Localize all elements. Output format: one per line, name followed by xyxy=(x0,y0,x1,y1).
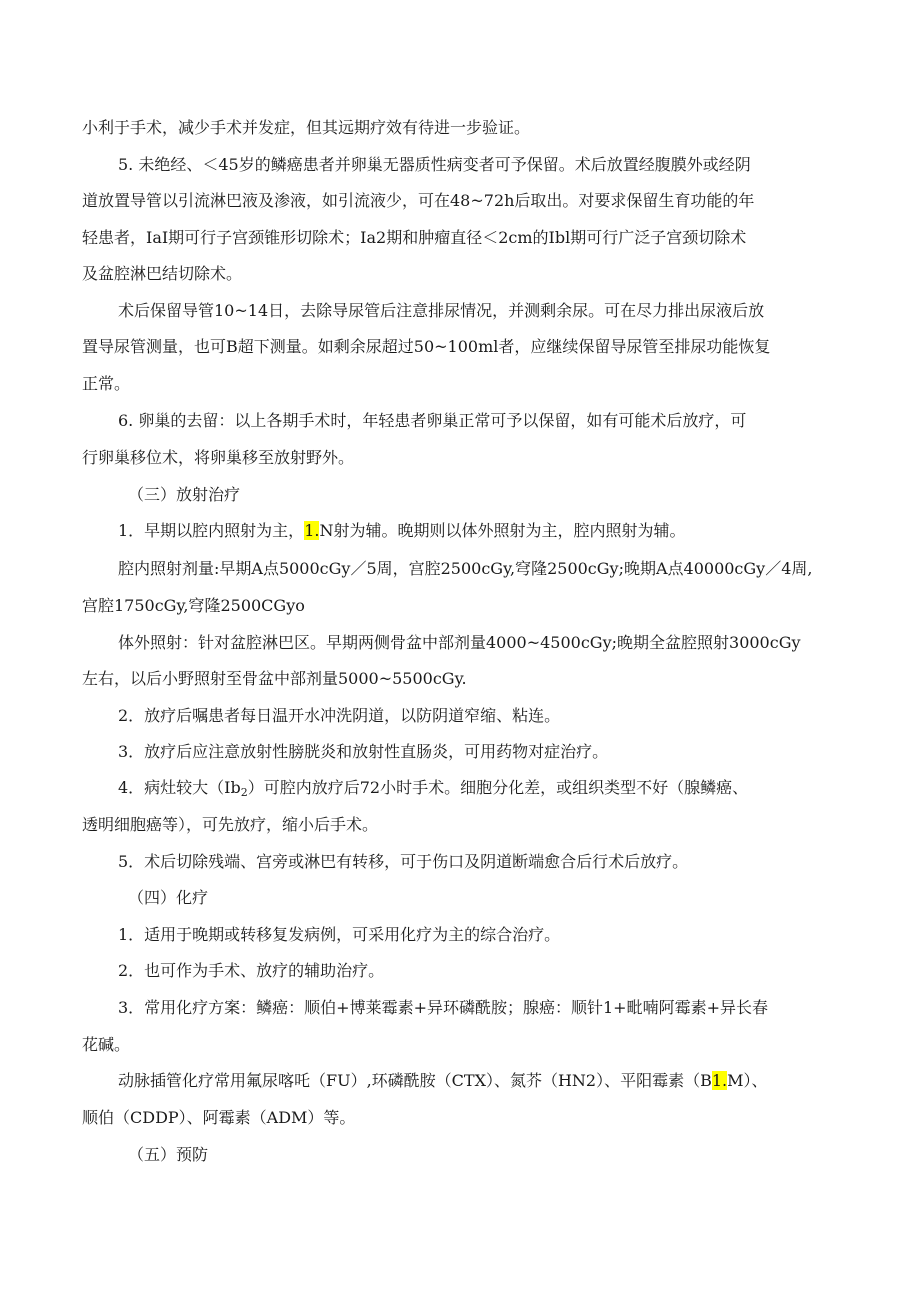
text-line: 腔内照射剂量:早期A点5000cGy／5周，宫腔2500cGy,穹隆2500cGy;晚期A点40000cGy／4周, xyxy=(118,559,813,578)
text-span: N射为辅。晚期则以体外照射为主，腔内照射为辅。 xyxy=(319,521,686,540)
text-line xyxy=(118,520,685,542)
text-line: 2．放疗后嘱患者每日温开水冲洗阴道，以防阴道窄缩、粘连。 xyxy=(118,706,561,725)
text-line: 置导尿管测量，也可B超下测量。如剩余尿超过50~100ml者，应继续保留导尿管至排尿功能恢复 xyxy=(82,337,771,356)
highlighted-text: 1. xyxy=(711,1071,728,1090)
text-line: 3．放疗后应注意放射性膀胱炎和放射性直肠炎，可用药物对症治疗。 xyxy=(118,742,609,761)
text-line: 道放置导管以引流淋巴液及渗液，如引流液少，可在48~72h后取出。对要求保留生育功能的年 xyxy=(82,191,755,210)
text-line: 轻患者，IaI期可行子宫颈锥形切除术；Ia2期和肿瘤直径＜2cm的Ibl期可行广泛子宫颈切除术 xyxy=(82,228,747,247)
subscript: 2 xyxy=(240,786,248,799)
text-line: 宫腔1750cGy,穹隆2500CGyo xyxy=(82,596,305,615)
section-heading: （五）预防 xyxy=(128,1145,209,1164)
text-span: M）、 xyxy=(727,1071,768,1090)
text-line: 花碱。 xyxy=(82,1035,131,1054)
text-line: 小利于手术，减少手术并发症，但其远期疗效有待进一步验证。 xyxy=(82,118,531,137)
text-line: 正常。 xyxy=(82,374,131,393)
highlighted-text: 1. xyxy=(304,521,320,540)
text-line: 术后保留导管10~14日，去除导尿管后注意排尿情况，并测剩余尿。可在尽力排出尿液后放 xyxy=(118,301,765,320)
text-line: 2．也可作为手术、放疗的辅助治疗。 xyxy=(118,961,385,980)
text-line: 3．常用化疗方案：鳞癌：顺伯+博莱霉素+异环磷酰胺；腺癌：顺针1+毗喃阿霉素+异长春 xyxy=(118,998,768,1017)
text-line: 左右，以后小野照射至骨盆中部剂量5000~5500cGy. xyxy=(82,669,467,688)
section-heading: （四）化疗 xyxy=(128,888,209,907)
text-line: 顺伯（CDDP）、阿霉素（ADM）等。 xyxy=(82,1108,356,1127)
text-line: 体外照射：针对盆腔淋巴区。早期两侧骨盆中部剂量4000~4500cGy;晚期全盆腔照射3000cGy xyxy=(118,633,801,652)
text-line: 6. 卵巢的去留：以上各期手术时，年轻患者卵巢正常可予以保留，如有可能术后放疗，可 xyxy=(118,411,747,430)
text-span: ）可腔内放疗后72小时手术。细胞分化差，或组织类型不好（腺鳞癌、 xyxy=(247,778,749,797)
text-line: 透明细胞癌等），可先放疗，缩小后手术。 xyxy=(82,815,379,834)
section-heading: （三）放射治疗 xyxy=(128,485,241,504)
text-line: 5．术后切除残端、宫旁或淋巴有转移，可于伤口及阴道断端愈合后行术后放疗。 xyxy=(118,852,689,871)
text-span: 动脉插管化疗常用氟尿喀吒（FU）,环磷酰胺（CTX）、氮芥（HN2）、平阳霉素（B xyxy=(118,1071,712,1090)
text-line: 5. 未绝经、＜45岁的鳞癌患者并卵巢无器质性病变者可予保留。术后放置经腹膜外或经阴 xyxy=(118,155,751,174)
text-line: 1．适用于晚期或转移复发病例，可采用化疗为主的综合治疗。 xyxy=(118,925,561,944)
text-line xyxy=(118,1070,768,1092)
text-line: 及盆腔淋巴结切除术。 xyxy=(82,264,243,283)
text-span: 1．早期以腔内照射为主， xyxy=(118,521,305,540)
text-line xyxy=(118,777,748,799)
text-span: 4．病灶较大（Ib xyxy=(118,778,241,797)
text-line: 行卵巢移位术，将卵巢移至放射野外。 xyxy=(82,448,355,467)
